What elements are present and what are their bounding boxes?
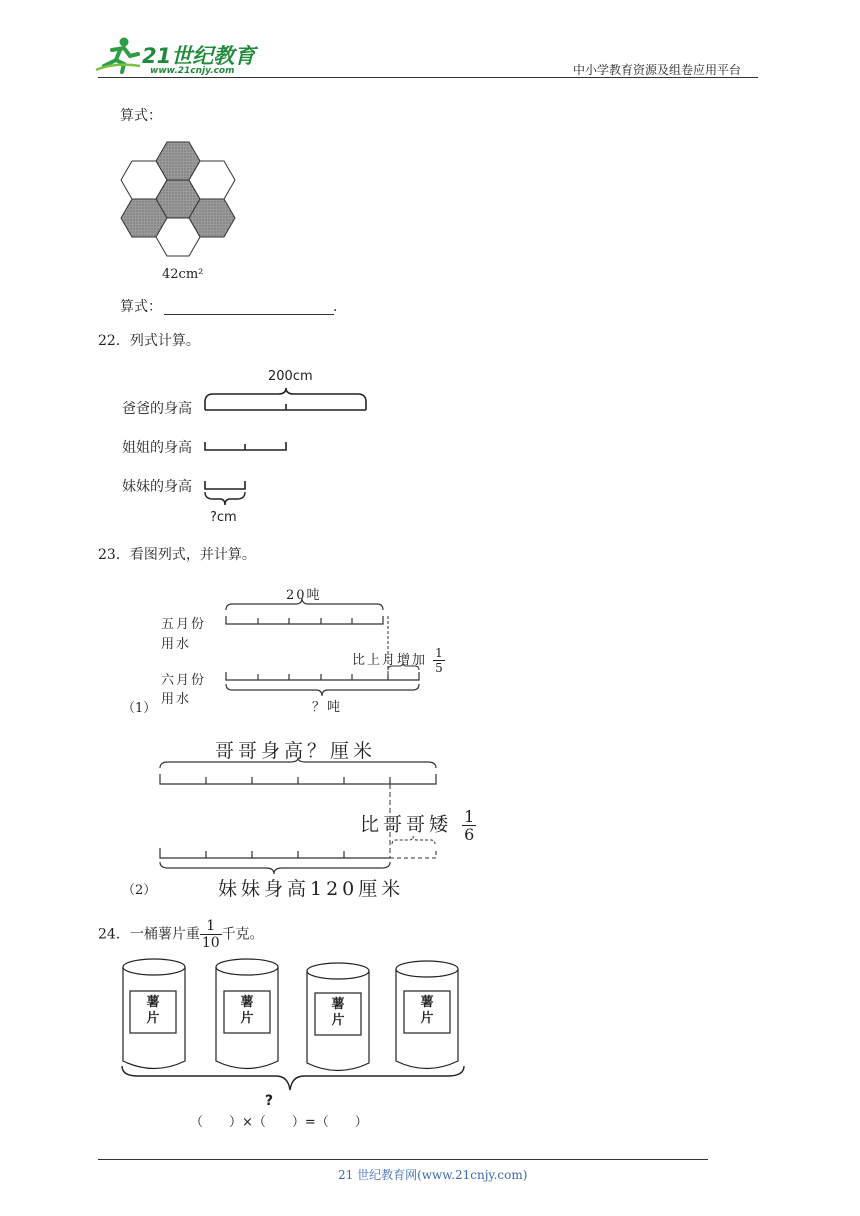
may-bar [226, 616, 383, 624]
q23-2-compare-text: 比哥哥矮 [360, 813, 453, 836]
q22-row-sister: 姐姐的身高 [122, 440, 192, 456]
footer-text: 21 世纪教育网(www.21cnjy.com) [338, 1168, 528, 1182]
can-label-char-1: 薯 [331, 997, 345, 1012]
logo-url: www.21cnjy.com [150, 66, 235, 76]
q22-row-little-sister: 妹妹的身高 [122, 479, 192, 495]
q24-title-suffix: 千克。 [221, 926, 264, 943]
june-brace [226, 684, 419, 696]
q24-frac-den: 10 [201, 935, 220, 951]
sister-brace [160, 862, 390, 874]
dad-top-brace [205, 388, 366, 402]
can-label-char-2: 片 [331, 1013, 345, 1028]
q23-2-bar-diagram [154, 758, 444, 878]
little-sister-brace [205, 492, 245, 505]
little-sister-bar [205, 481, 245, 489]
q23-1-row2-line1: 六月份 [161, 673, 207, 688]
q23-1-row1-line2: 用水 [161, 637, 192, 652]
q23-1-index: （1） [122, 701, 157, 716]
chip-can [306, 962, 370, 1072]
logo-name: 21世纪教育 [142, 44, 256, 68]
q24-fraction [200, 918, 222, 951]
q21-formula-label-top: 算式： [120, 108, 162, 124]
can-label [315, 997, 361, 1029]
chip-can [215, 958, 279, 1070]
q23-1-compare-text: 比上月增加 [352, 653, 428, 668]
q23-1-frac-num: 1 [435, 646, 443, 660]
can-label [130, 995, 176, 1027]
q23-1-frac-den: 5 [435, 661, 443, 675]
q23-1-bar-diagram [220, 598, 430, 698]
can-label-char-2: 片 [146, 1011, 160, 1026]
q23-1-fraction [433, 646, 445, 675]
q23-2-top-label: 哥哥身高？厘米 [215, 740, 377, 762]
q24-title [98, 918, 264, 951]
q22-bar-diagram [198, 388, 373, 508]
q21-period: . [333, 299, 338, 315]
june-bar [226, 672, 419, 680]
cans-brace [118, 1064, 468, 1094]
header-rule [98, 77, 758, 78]
q23-title: 23．看图列式，并计算。 [98, 547, 256, 563]
q23-2-index: （2） [122, 883, 157, 898]
header [0, 0, 860, 80]
sister-bar-dashed [390, 848, 436, 858]
can-label-char-1: 薯 [420, 995, 434, 1010]
q24-frac-num: 1 [200, 918, 222, 935]
sister-bar [160, 848, 390, 858]
can-label-char-2: 片 [420, 1011, 434, 1026]
q23-2-frac-num: 1 [464, 807, 475, 826]
may-brace [226, 598, 383, 610]
q23-1-row1-line1: 五月份 [161, 617, 207, 632]
logo-runner-icon [94, 36, 142, 74]
q22-unknown-label: ?cm [210, 510, 237, 525]
q23-2-bottom-label: 妹妹身高120厘米 [218, 878, 405, 900]
q23-1-top-label: 20吨 [286, 588, 322, 603]
q23-1-row2-line2: 用水 [161, 692, 192, 707]
sister-bar [205, 442, 286, 450]
footer-rule [98, 1159, 708, 1160]
can-label-char-1: 薯 [240, 995, 254, 1010]
q23-2-frac-den: 6 [464, 825, 475, 844]
increase-brace [388, 662, 419, 670]
q23-1-unknown-label: ？吨 [312, 700, 343, 715]
hexagon-figure [118, 138, 242, 258]
q22-total-label: 200cm [268, 369, 313, 384]
can-label [404, 995, 450, 1027]
area-label: 42cm² [162, 267, 204, 282]
brother-brace [160, 758, 436, 768]
q24-equation[interactable]: （ ）×（ ）=（ ） [190, 1115, 368, 1130]
answer-blank[interactable] [164, 314, 334, 315]
chip-can [122, 958, 186, 1070]
q23-2-fraction [462, 808, 476, 843]
q22-row-dad: 爸爸的身高 [122, 401, 192, 417]
can-label-char-1: 薯 [146, 995, 160, 1010]
q22-title: 22．列式计算。 [98, 333, 200, 349]
q21-formula-label-bottom: 算式： [120, 299, 162, 315]
brother-bar [160, 774, 436, 784]
q24-unknown-label: ? [265, 1093, 274, 1109]
q24-title-prefix: 24．一桶薯片重 [98, 926, 200, 943]
platform-name: 中小学教育资源及组卷应用平台 [573, 63, 742, 77]
dad-bar [205, 402, 366, 410]
can-label [224, 995, 270, 1027]
chip-can [395, 960, 459, 1070]
can-label-char-2: 片 [240, 1011, 254, 1026]
shorter-brace [392, 836, 435, 844]
